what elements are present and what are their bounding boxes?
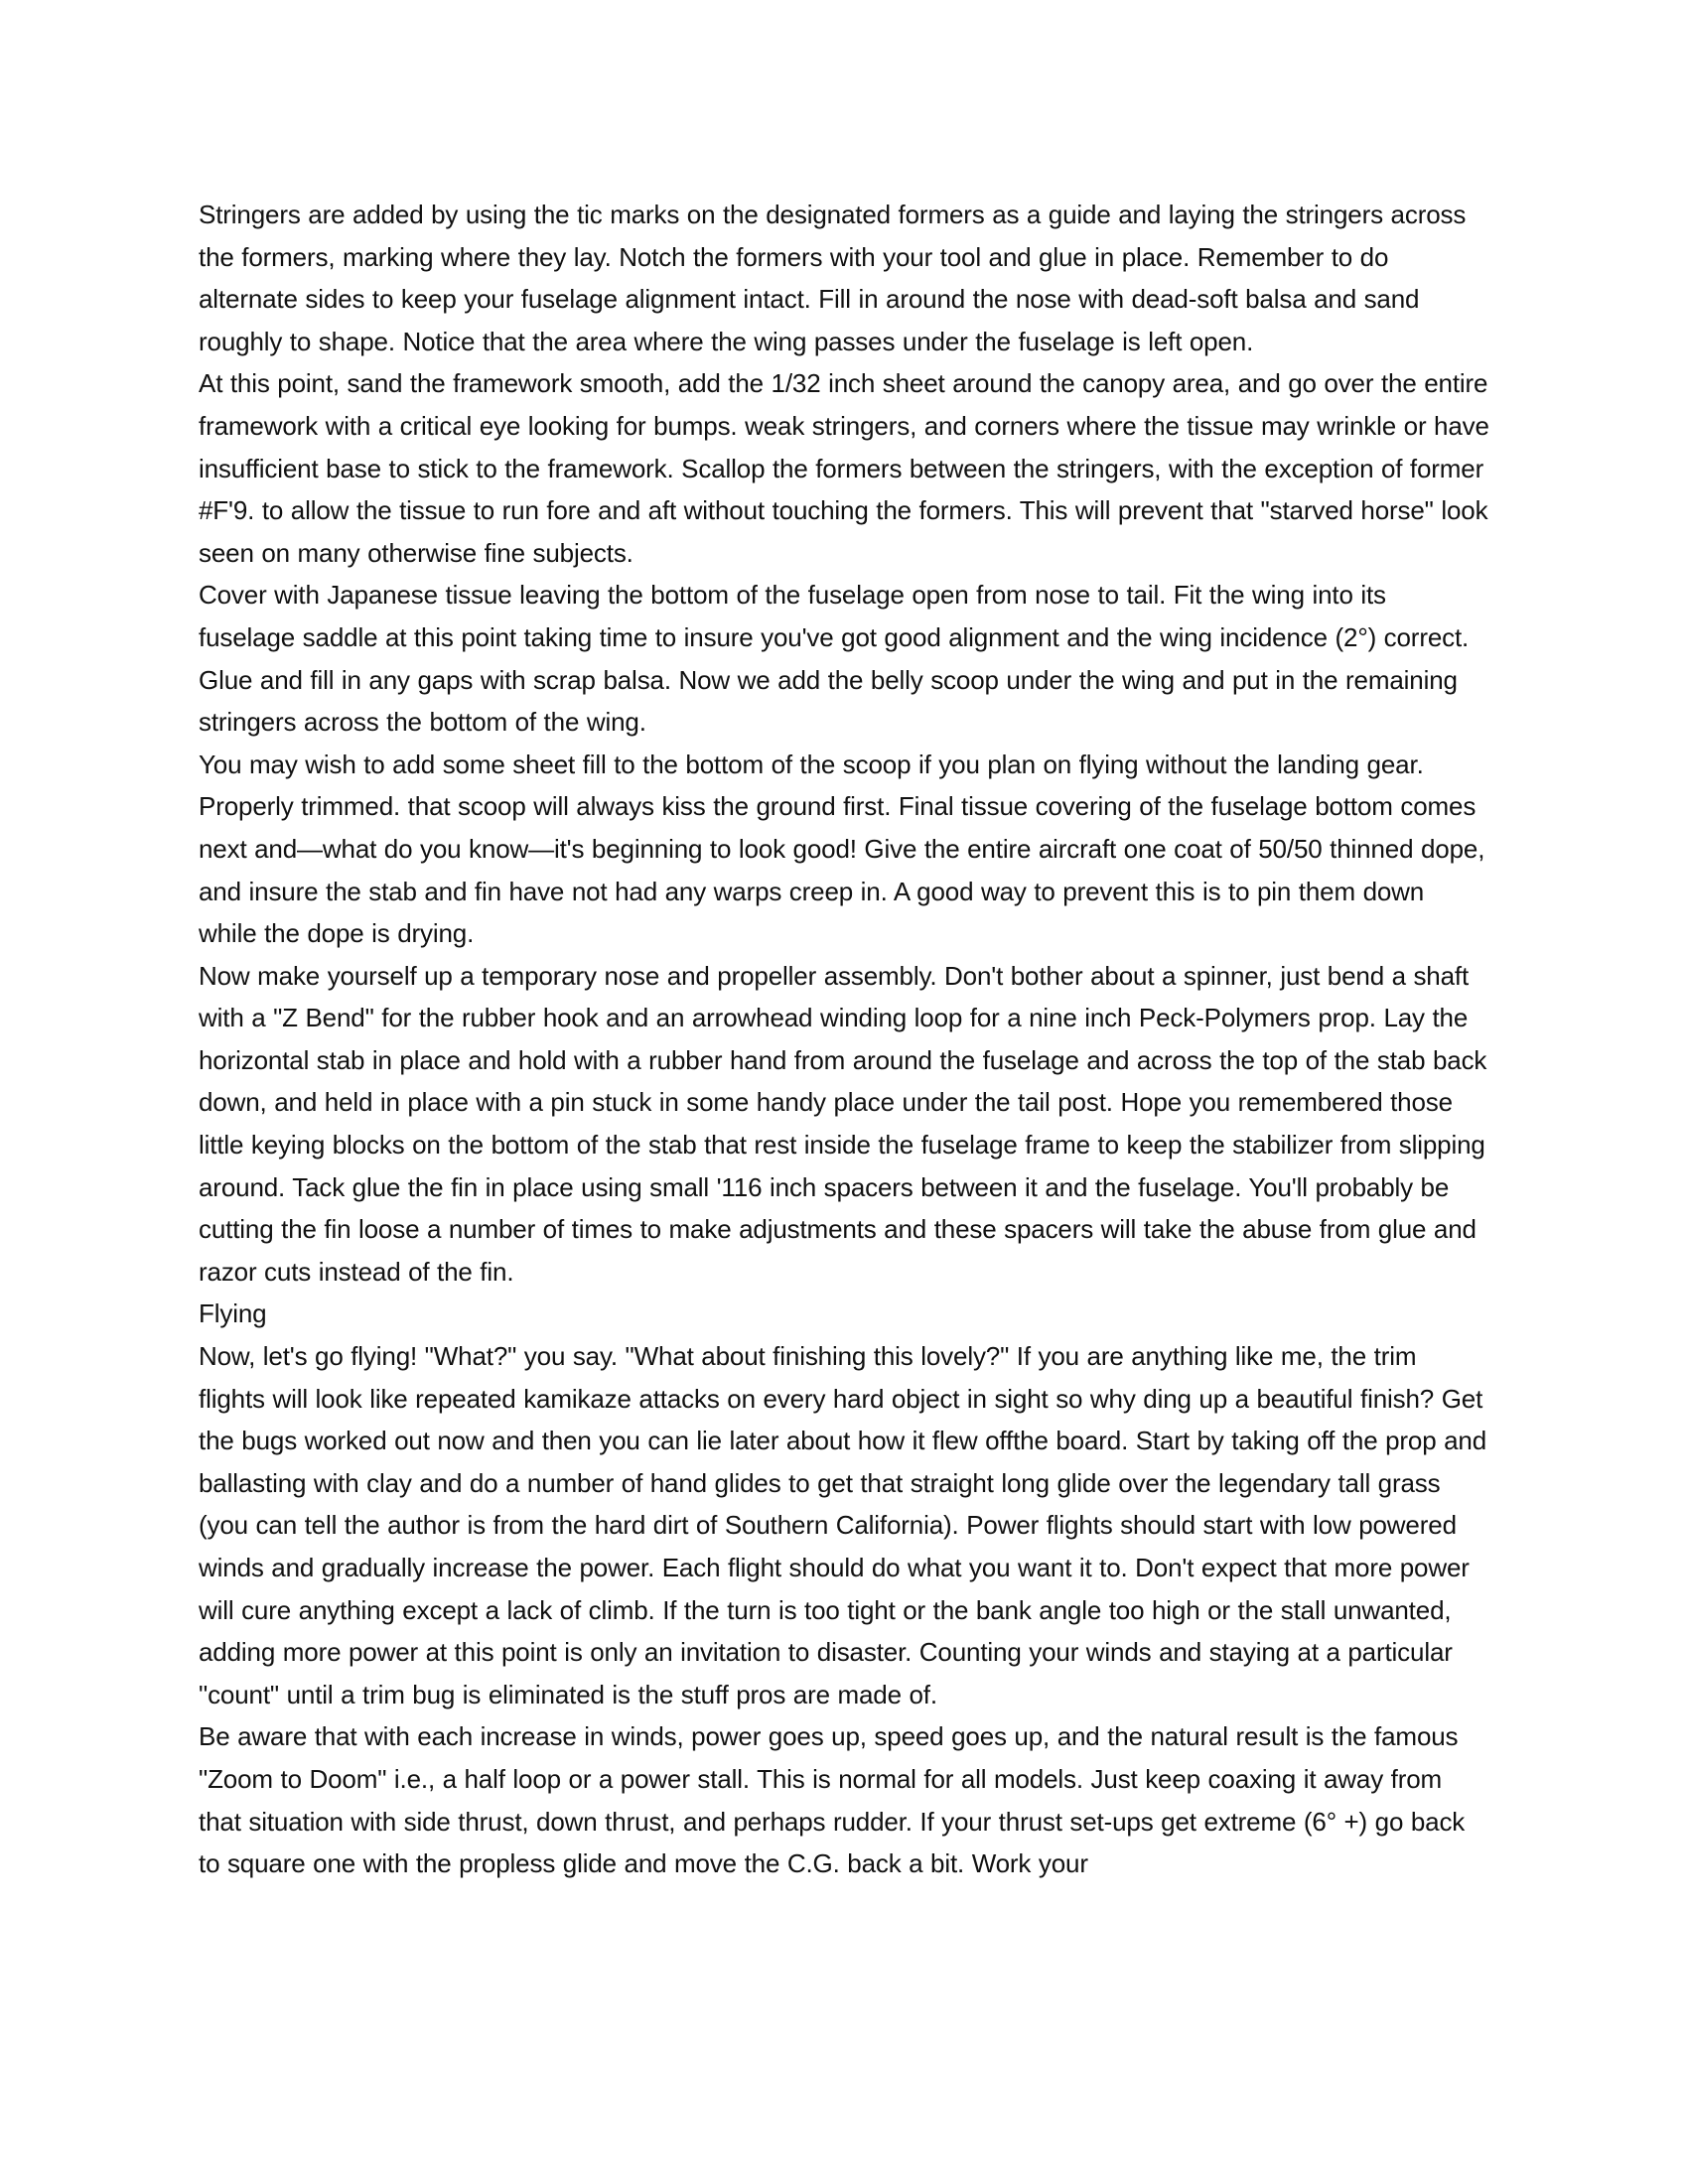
paragraph-flying-trim: Now, let's go flying! "What?" you say. "What about finishing this lovely?" If you are anything like me, the trim flights will look like repeated kamikaze attacks on every hard object in sight so why ding up a beautiful finish? Get the bugs worked out now and then you can lie later about how it flew offthe board. Start by taking off the prop and ballasting with clay and do a number of hand glides to get that straight long glide over the legendary tall grass (you can tell the author is from the hard dirt of Southern California). Power flights should start with low powered winds and gradually increase the power. Each flight should do what you want it to. Don't expect that more power will cure anything except a lack of climb. If the turn is too tight or the bank angle too high or the stall unwanted, adding more power at this point is only an invitation to disaster. Counting your winds and staying at a particular "count" until a trim bug is eliminated is the stuff pros are made of.: [199, 1341, 1487, 1709]
paragraph-nose-propeller-assembly: Now make yourself up a temporary nose and propeller assembly. Don't bother about a spinner, just bend a shaft with a "Z Bend" for the rubber hook and an arrowhead winding loop for a nine inch Peck-Polymers prop. Lay the horizontal stab in place and hold with a rubber hand from around the fuselage and across the top of the stab back down, and held in place with a pin stuck in some handy place under the tail post. Hope you remembered those little keying blocks on the bottom of the stab that rest inside the fuselage frame to keep the stabilizer from slipping around. Tack glue the fin in place using small '116 inch spacers between it and the fuselage. You'll probably be cutting the fin loose a number of times to make adjustments and these spacers will take the abuse from glue and razor cuts instead of the fin.: [199, 960, 1487, 1287]
paragraph-covering-tissue: Cover with Japanese tissue leaving the bottom of the fuselage open from nose to tail. Fit the wing into its fuselage saddle at this point taking time to insure you've got good alignment and the wing incidence (2°) correct. Glue and fill in any gaps with scrap balsa. Now we add the belly scoop under the wing and put in the remaining stringers across the bottom of the wing.: [199, 580, 1470, 738]
paragraph-sanding-framework: At this point, sand the framework smooth, add the 1/32 inch sheet around the canopy area, and go over the entire framework with a critical eye looking for bumps. weak stringers, and corners where the tissue may wrinkle or have insufficient base to stick to the framework. Scallop the formers between the stringers, with the exception of former #F'9. to allow the tissue to run fore and aft without touching the formers. This will prevent that "starved horse" look seen on many otherwise fine subjects.: [199, 368, 1489, 568]
document-body: [199, 194, 1489, 1885]
section-heading-flying: Flying: [199, 1298, 267, 1329]
paragraph-zoom-to-doom: Be aware that with each increase in winds, power goes up, speed goes up, and the natural result is the famous "Zoom to Doom" i.e., a half loop or a power stall. This is normal for all models. Just keep coaxing it away from that situation with side thrust, down thrust, and perhaps rudder. If your thrust set-ups get extreme (6° +) go back to square one with the propless glide and move the C.G. back a bit. Work your: [199, 1721, 1466, 1879]
paragraph-stringers: Stringers are added by using the tic marks on the designated formers as a guide and laying the stringers across the formers, marking where they lay. Notch the formers with your tool and glue in place. Remember to do alternate sides to keep your fuselage alignment intact. Fill in around the nose with dead-soft balsa and sand roughly to shape. Notice that the area where the wing passes under the fuselage is left open.: [199, 200, 1467, 356]
paragraph-scoop-and-dope: You may wish to add some sheet fill to the bottom of the scoop if you plan on flying without the landing gear. Properly trimmed. that scoop will always kiss the ground first. Final tissue covering of the fuselage bottom comes next and—what do you know—it's beginning to look good! Give the entire aircraft one coat of 50/50 thinned dope, and insure the stab and fin have not had any warps creep in. A good way to prevent this is to pin them down while the dope is drying.: [199, 749, 1485, 949]
